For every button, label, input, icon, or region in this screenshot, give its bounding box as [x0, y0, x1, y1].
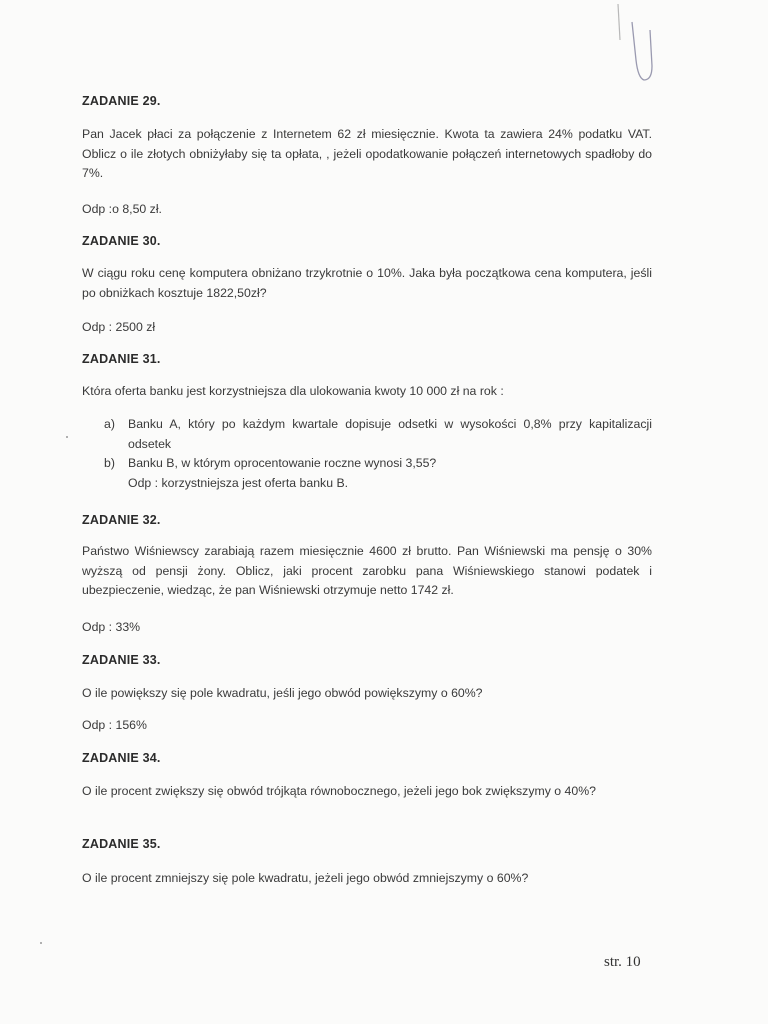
task-34-text: O ile procent zwiększy się obwód trójkąta równobocznego, jeżeli jego bok zwiększymy o 40%?: [82, 784, 596, 798]
task-29-text: Pan Jacek płaci za połączenie z Internetem 62 zł miesięcznie. Kwota ta zawiera 24% podatku VAT. Oblicz o ile złotych obniżyłaby się ta opłata, , jeżeli opodatkowanie połączeń internetowych spadłoby do 7%.: [82, 127, 652, 180]
task-30-text: W ciągu roku cenę komputera obniżano trzykrotnie o 10%. Jaka była początkowa cena komputera, jeśli po obniżkach kosztuje 1822,50zł?: [82, 266, 652, 300]
list-item: [104, 415, 652, 454]
task-30-heading: ZADANIE 30.: [82, 234, 161, 248]
option-text: Banku B, w którym oprocentowanie roczne wynosi 3,55?: [128, 456, 437, 470]
task-35-text: O ile procent zmniejszy się pole kwadratu, jeżeli jego obwód zmniejszymy o 60%?: [82, 871, 529, 885]
option-marker: a): [104, 417, 115, 431]
option-marker: b): [104, 456, 115, 470]
scan-speck: [66, 436, 68, 438]
task-30-answer: Odp : 2500 zł: [82, 320, 156, 334]
task-32-text: Państwo Wiśniewscy zarabiają razem miesięcznie 4600 zł brutto. Pan Wiśniewski ma pensję o 30% wyższą od pensji żony. Oblicz, jaki procent zarobku pana Wiśniewskiego stanowi podatek i ubezpieczenie, wiedząc, że pan Wiśniewski otrzymuje netto 1742 zł.: [82, 544, 652, 597]
task-34-heading: ZADANIE 34.: [82, 751, 161, 765]
task-31-heading: ZADANIE 31.: [82, 352, 161, 366]
task-33-answer: Odp : 156%: [82, 718, 147, 732]
task-29-heading: ZADANIE 29.: [82, 94, 161, 108]
option-text: Banku A, który po każdym kwartale dopisuje odsetki w wysokości 0,8% przy kapitalizacji odsetek: [128, 417, 652, 451]
task-32-heading: ZADANIE 32.: [82, 513, 161, 527]
task-35-heading: ZADANIE 35.: [82, 837, 161, 851]
task-29-answer: Odp :o 8,50 zł.: [82, 202, 162, 216]
task-33-text: O ile powiększy się pole kwadratu, jeśli jego obwód powiększymy o 60%?: [82, 686, 483, 700]
task-31-options: [104, 415, 652, 493]
paperclip-mark-icon: [606, 0, 666, 90]
scan-speck: [40, 942, 42, 944]
list-item: [104, 454, 652, 474]
task-33-heading: ZADANIE 33.: [82, 653, 161, 667]
task-31-text: Która oferta banku jest korzystniejsza dla ulokowania kwoty 10 000 zł na rok :: [82, 384, 504, 398]
task-32-answer: Odp : 33%: [82, 620, 141, 634]
page-number: str. 10: [604, 954, 641, 970]
task-31-answer: Odp : korzystniejsza jest oferta banku B.: [128, 475, 349, 490]
